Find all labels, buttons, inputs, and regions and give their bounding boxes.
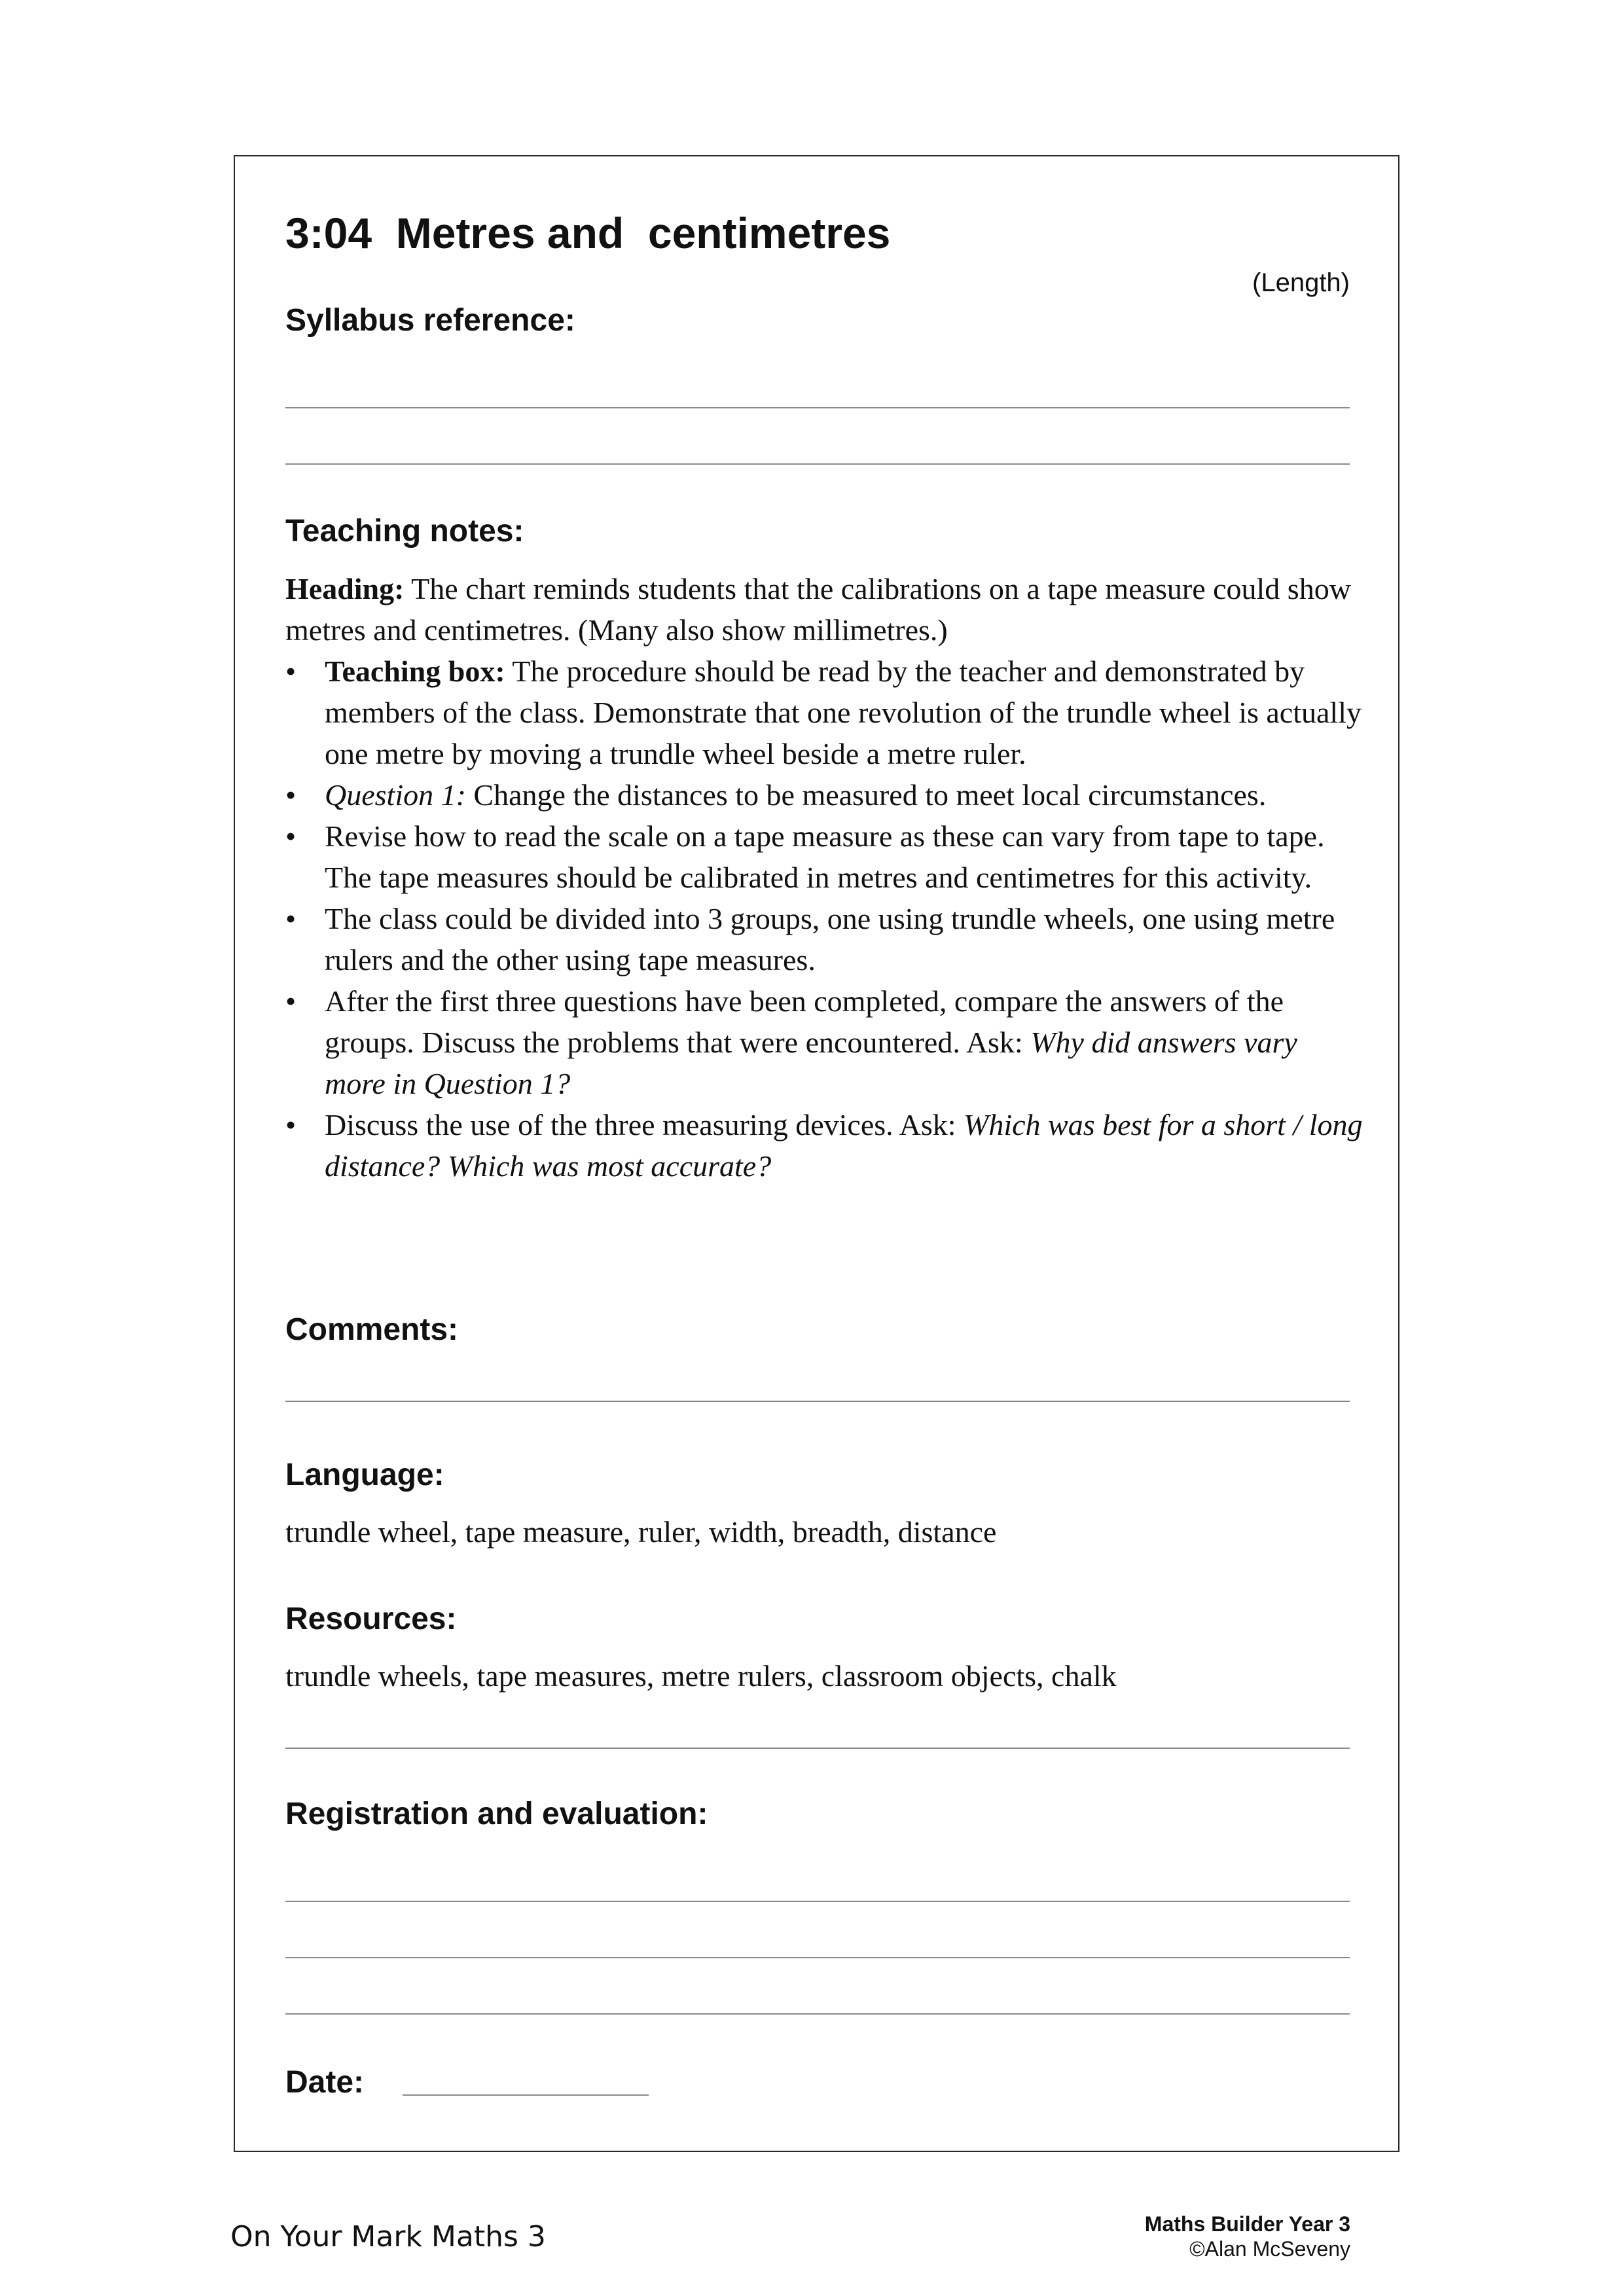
- bullet-text: The procedure should be read by the teacher and demonstrated by members of the class. Demonstrate that one revolution of the trundle wheel is actually one metre by moving a trundle wheel beside a metre ruler.: [325, 655, 1362, 770]
- bullet-marker: •: [285, 819, 297, 853]
- bullet-text: The class could be divided into 3 groups, one using trundle wheels, one using metre rulers and the other using tape measures.: [325, 902, 1335, 977]
- teaching-notes-heading: Teaching notes:: [285, 514, 524, 548]
- bullet-lead: Teaching box:: [325, 655, 505, 688]
- intro-label: Heading:: [285, 572, 405, 605]
- bullet-question: Why did answers vary more in Question 1?: [325, 1026, 1297, 1100]
- intro-text: The chart reminds students that the calibrations on a tape measure could show metres and centimetres. (Many also show millimetres.): [285, 572, 1351, 647]
- bullet-text: Change the distances to be measured to meet local circumstances.: [465, 778, 1267, 812]
- resources-line: [285, 1748, 1350, 1749]
- registration-line-1: [285, 1901, 1350, 1902]
- bullet-text: Revise how to read the scale on a tape measure as these can vary from tape to tape. The tape measures should be calibrated in metres and centimetres for this activity.: [325, 819, 1325, 894]
- footer-book-title: Maths Builder Year 3: [1144, 2212, 1350, 2236]
- date-line: [403, 2094, 649, 2096]
- resources-text: trundle wheels, tape measures, metre rulers, classroom objects, chalk: [285, 1659, 1117, 1693]
- strand-label: (Length): [1252, 268, 1350, 297]
- list-item: [285, 898, 1365, 980]
- list-item: [285, 980, 1365, 1104]
- language-text: trundle wheel, tape measure, ruler, width, breadth, distance: [285, 1515, 997, 1549]
- bullet-marker: •: [285, 984, 297, 1018]
- list-item: [285, 774, 1365, 816]
- bullet-text: Discuss the use of the three measuring devices. Ask:: [325, 1108, 964, 1141]
- notes-list: [285, 651, 1365, 1187]
- list-item: [285, 816, 1365, 898]
- bullet-text: After the first three questions have been completed, compare the answers of the groups. Discuss the problems that were encountered. Ask:: [325, 984, 1284, 1059]
- bullet-lead: Question 1:: [325, 778, 466, 812]
- syllabus-heading: Syllabus reference:: [285, 303, 575, 338]
- notes-intro: [285, 568, 1359, 651]
- comments-heading: Comments:: [285, 1312, 459, 1347]
- comments-line: [285, 1401, 1350, 1402]
- list-item: [285, 1104, 1365, 1187]
- page-title: 3:04 Metres and centimetres: [285, 209, 891, 257]
- resources-heading: Resources:: [285, 1602, 457, 1636]
- list-item: [285, 651, 1365, 774]
- syllabus-line-1: [285, 407, 1350, 408]
- bullet-marker: •: [285, 655, 297, 688]
- bullet-marker: •: [285, 902, 297, 935]
- bullet-marker: •: [285, 778, 297, 812]
- footer-series: On Your Mark Maths 3: [230, 2220, 546, 2253]
- registration-line-3: [285, 2013, 1350, 2015]
- syllabus-line-2: [285, 463, 1350, 465]
- registration-line-2: [285, 1957, 1350, 1958]
- language-heading: Language:: [285, 1458, 444, 1492]
- bullet-question: Which was best for a short / long distance? Which was most accurate?: [325, 1108, 1363, 1183]
- bullet-marker: •: [285, 1108, 297, 1141]
- date-label: Date:: [285, 2065, 365, 2100]
- footer-copyright: ©Alan McSeveny: [1189, 2237, 1350, 2261]
- registration-heading: Registration and evaluation:: [285, 1797, 708, 1831]
